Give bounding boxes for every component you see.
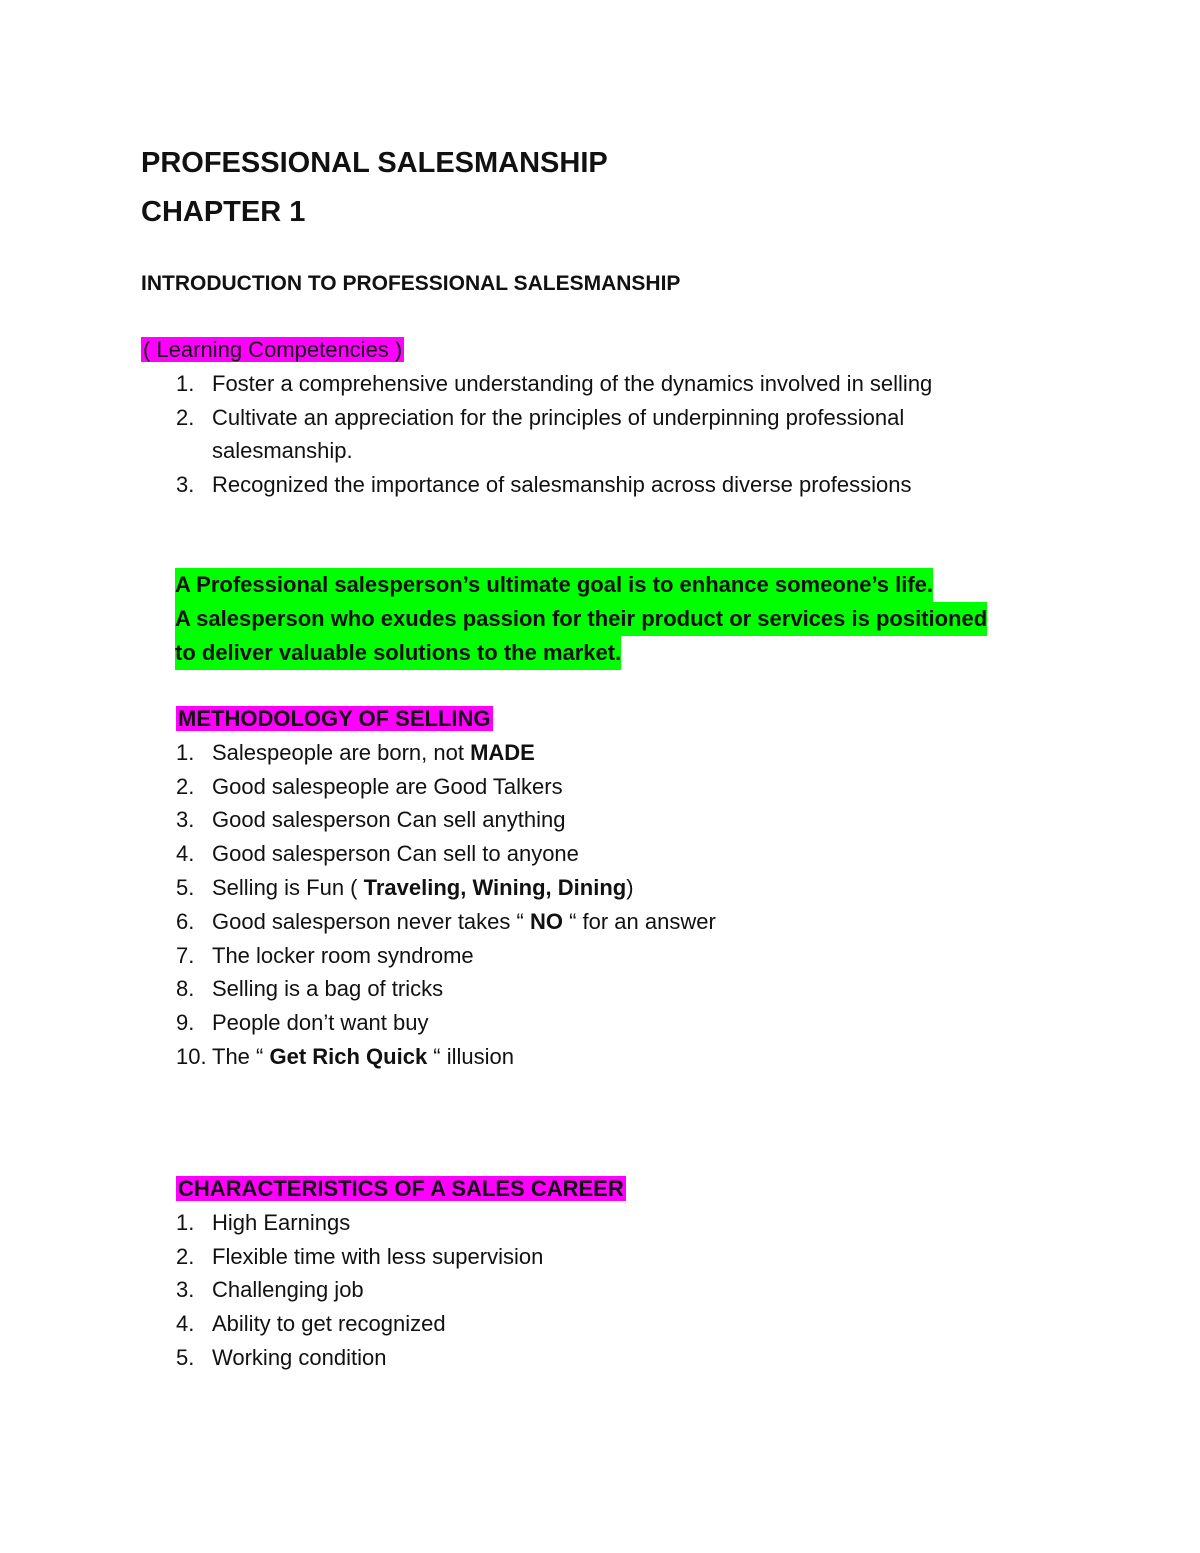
list-text: Foster a comprehensive understanding of the dynamics involved in selling	[212, 370, 933, 396]
list-text: The locker room syndrome	[212, 942, 474, 968]
career-label: CHARACTERISTICS OF A SALES CAREER	[178, 1176, 624, 1201]
list-item	[176, 939, 716, 973]
list-text: People don’t want buy	[212, 1010, 429, 1036]
list-item	[176, 468, 1042, 502]
list-text: High Earnings	[212, 1209, 351, 1235]
goal-line-2: A salesperson who exudes passion for their product or services is positioned	[175, 602, 987, 636]
list-item	[176, 837, 716, 871]
list-text: Flexible time with less supervision	[212, 1243, 544, 1269]
list-number: 2.	[176, 404, 195, 430]
list-text: Selling is a bag of tricks	[212, 976, 444, 1002]
list-item	[176, 770, 716, 804]
list-text: The “	[212, 1043, 270, 1069]
career-list	[176, 1206, 626, 1375]
competencies-list	[176, 367, 1042, 502]
list-text-bold: Get Rich Quick	[269, 1043, 428, 1069]
list-text-bold: NO	[529, 908, 563, 934]
list-number: 10.	[176, 1043, 207, 1069]
list-number: 3.	[176, 1277, 195, 1303]
methodology-label: METHODOLOGY OF SELLING	[178, 706, 491, 731]
list-item	[176, 1206, 626, 1240]
methodology-list	[176, 736, 716, 1074]
list-text: )	[626, 874, 634, 900]
list-text: Good salespeople are Good Talkers	[212, 773, 563, 799]
list-item	[176, 1307, 626, 1341]
list-item	[176, 736, 716, 770]
list-text: “ illusion	[427, 1043, 514, 1069]
list-number: 9.	[176, 1010, 195, 1036]
intro-heading: INTRODUCTION TO PROFESSIONAL SALESMANSHIP	[141, 272, 681, 295]
list-item	[176, 1273, 626, 1307]
list-item	[176, 905, 716, 939]
list-number: 3.	[176, 472, 195, 498]
list-text-bold: Traveling, Wining, Dining	[363, 874, 627, 900]
list-number: 6.	[176, 908, 195, 934]
document-title: PROFESSIONAL SALESMANSHIP	[141, 147, 608, 179]
list-text: Selling is Fun (	[212, 874, 364, 900]
list-item	[176, 972, 716, 1006]
list-item	[176, 1240, 626, 1274]
list-item	[176, 871, 716, 905]
list-number: 5.	[176, 874, 195, 900]
competencies-label: ( Learning Competencies )	[143, 337, 403, 362]
list-text: “ for an answer	[562, 908, 716, 934]
list-number: 7.	[176, 942, 195, 968]
goal-statement	[175, 568, 1055, 670]
methodology-section	[176, 702, 716, 1074]
list-text: Challenging job	[212, 1277, 364, 1303]
list-number: 4.	[176, 1311, 195, 1337]
list-item	[176, 401, 1042, 469]
goal-line-3: to deliver valuable solutions to the market.	[175, 636, 621, 670]
list-number: 3.	[176, 807, 195, 833]
list-number: 2.	[176, 773, 195, 799]
list-text: Good salesperson Can sell to anyone	[212, 841, 579, 867]
list-text: Good salesperson never takes “	[212, 908, 530, 934]
list-text: Ability to get recognized	[212, 1311, 446, 1337]
list-number: 1.	[176, 739, 195, 765]
list-number: 1.	[176, 370, 195, 396]
list-text: Salespeople are born, not	[212, 739, 471, 765]
list-number: 8.	[176, 976, 195, 1002]
competencies-section	[141, 333, 1042, 502]
list-number: 4.	[176, 841, 195, 867]
chapter-title: CHAPTER 1	[141, 196, 306, 228]
list-item	[176, 1341, 626, 1375]
list-item	[176, 803, 716, 837]
list-text: Good salesperson Can sell anything	[212, 807, 566, 833]
list-item	[176, 1006, 716, 1040]
list-text: Recognized the importance of salesmanship across diverse professions	[212, 472, 912, 498]
list-number: 1.	[176, 1209, 195, 1235]
list-item	[176, 1040, 716, 1074]
list-text-bold: MADE	[470, 739, 535, 765]
list-number: 5.	[176, 1344, 195, 1370]
list-text: Working condition	[212, 1344, 387, 1370]
goal-line-1: A Professional salesperson’s ultimate goal is to enhance someone’s life.	[175, 568, 933, 602]
list-item	[176, 367, 1042, 401]
list-text: Cultivate an appreciation for the principles of underpinning professional salesmanship.	[212, 404, 905, 464]
career-section	[176, 1172, 626, 1375]
list-number: 2.	[176, 1243, 195, 1269]
